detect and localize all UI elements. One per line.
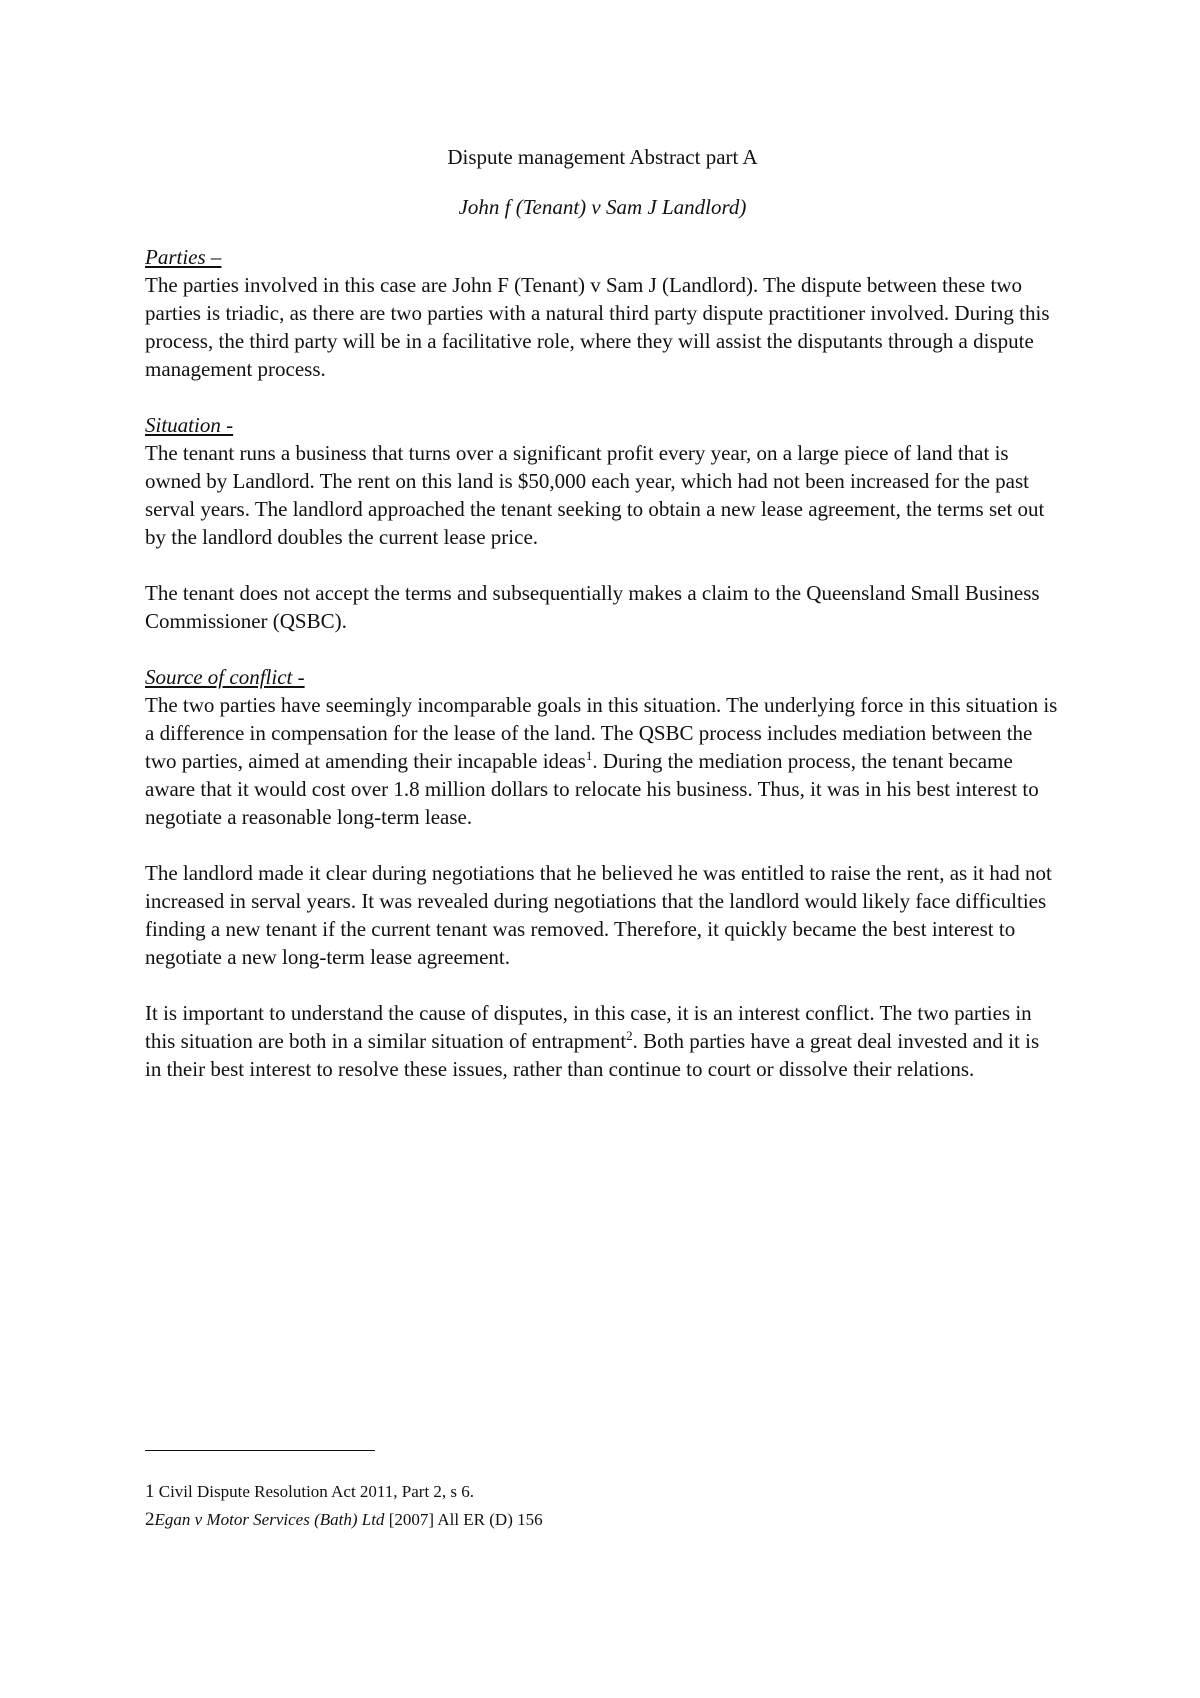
situation-paragraph-1: The tenant runs a business that turns over a significant profit every year, on a large piece of land that is owned by Landlord. The rent on this land is $50,000 each year, which had not been increased for the past serval years. The landlord approached the tenant seeking to obtain a new lease agreement, the terms set out by the landlord doubles the current lease price. [145, 441, 1045, 549]
footnote-1-number: 1 [145, 1481, 155, 1502]
footnote-ref-1[interactable]: 1 [585, 748, 593, 763]
section-source-of-conflict [145, 663, 1060, 1083]
source-paragraph-2: The landlord made it clear during negotiations that he believed he was entitled to raise the rent, as it had not increased in serval years. It was revealed during negotiations that the landlord would likely face difficulties finding a new tenant if the current tenant was removed. Therefore, it quickly became the best interest to negotiate a new long-term lease agreement. [145, 861, 1052, 969]
section-parties [145, 243, 1060, 383]
footnotes [145, 1478, 1045, 1534]
document-title: Dispute management Abstract part A [447, 145, 758, 169]
footnote-ref-2[interactable]: 2 [626, 1028, 633, 1043]
footnote-2-case-name: Egan v Motor Services (Bath) Ltd [154, 1510, 385, 1529]
source-paragraph-3 [145, 999, 1060, 1083]
section-heading-situation: Situation - [145, 413, 234, 437]
footnote-2-text: [2007] All ER (D) 156 [384, 1510, 543, 1529]
source-paragraph-3-text: It is important to understand the cause of disputes, in this case, it is an interest conflict. The two parties in this situation are both in a similar situation of entrapment [145, 1001, 1032, 1053]
source-paragraph-1-text: The two parties have seemingly incomparable goals in this situation. The underlying force in this situation is a difference in compensation for the lease of the land. The QSBC process includes mediation between the two parties, aimed at amending their incapable ideas [145, 693, 1058, 773]
source-paragraph-1-continued: . During the mediation process, the tenant became aware that it would cost over 1.8 million dollars to relocate his business. Thus, it was in his best interest to negotiate a reasonable long-term lease. [145, 749, 1039, 829]
parties-paragraph: The parties involved in this case are John F (Tenant) v Sam J (Landlord). The dispute between these two parties is triadic, as there are two parties with a natural third party dispute practitioner involved. During this process, the third party will be in a facilitative role, where they will assist the disputants through a dispute management process. [145, 273, 1050, 381]
footnote-2-number: 2 [145, 1509, 155, 1530]
document-body [145, 143, 1060, 1083]
source-paragraph-1 [145, 691, 1060, 831]
section-heading-parties: Parties – [145, 245, 222, 269]
situation-paragraph-2: The tenant does not accept the terms and subsequentially makes a claim to the Queensland Small Business Commissioner (QSBC). [145, 581, 1040, 633]
section-heading-source-of-conflict: Source of conflict - [145, 665, 305, 689]
footnote-2 [145, 1506, 1045, 1534]
footnote-separator [145, 1450, 375, 1451]
footnote-1-text: Civil Dispute Resolution Act 2011, Part 2, s 6. [154, 1482, 475, 1501]
footnote-1 [145, 1478, 1045, 1506]
section-situation [145, 411, 1060, 635]
document-subtitle: John f (Tenant) v Sam J Landlord) [458, 195, 747, 219]
source-paragraph-3-continued: . Both parties have a great deal invested and it is in their best interest to resolve these issues, rather than continue to court or dissolve their relations. [145, 1029, 1040, 1081]
